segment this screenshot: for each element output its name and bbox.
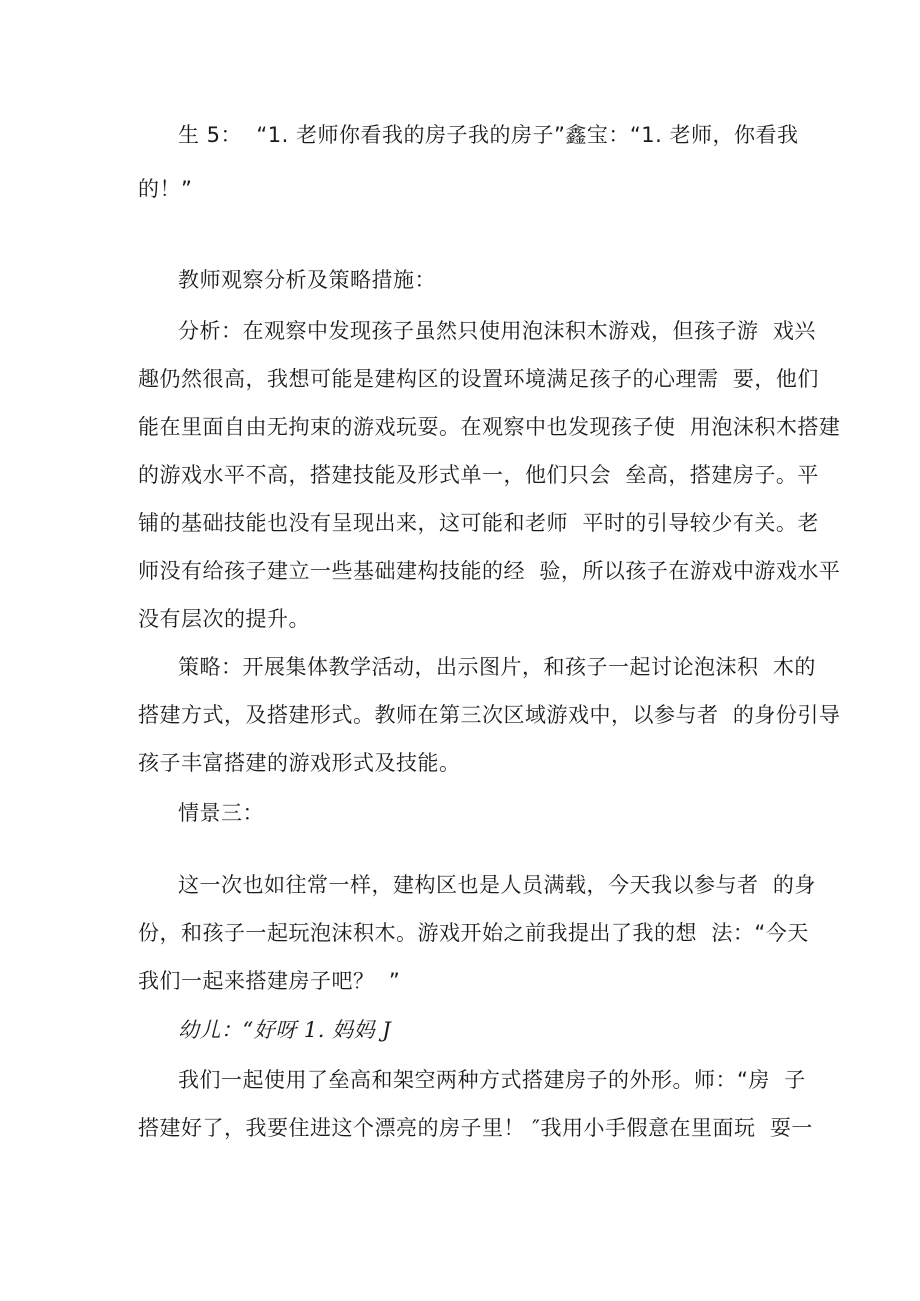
- dialogue-line: 幼儿：“好呀 1. 妈妈 J: [178, 1018, 392, 1042]
- paragraph-line: 搭建好了，我要住进这个漂亮的房子里！ ″我用小手假意在里面玩 耍一: [138, 1116, 813, 1140]
- paragraph-line: 份，和孩子一起玩泡沫积木。游戏开始之前我提出了我的想 法：“今天: [138, 921, 809, 945]
- paragraph-line: 能在里面自由无拘束的游戏玩耍。在观察中也发现孩子使 用泡沫积木搭建: [138, 415, 841, 439]
- paragraph-line: 生 5： “1. 老师你看我的房子我的房子”鑫宝：“1. 老师，你看我: [178, 123, 799, 147]
- paragraph-line: 搭建方式，及搭建形式。教师在第三次区域游戏中，以参与者 的身份引导: [138, 703, 841, 727]
- paragraph-line: 的游戏水平不高，搭建技能及形式单一，他们只会 垒高，搭建房子。平: [138, 463, 819, 487]
- paragraph-line: 这一次也如往常一样，建构区也是人员满载，今天我以参与者 的身: [178, 873, 816, 897]
- paragraph-line: 趣仍然很高，我想可能是建构区的设置环境满足孩子的心理需 要，他们: [138, 367, 819, 391]
- section-heading: 情景三：: [178, 801, 264, 825]
- paragraph-line: 师没有给孩子建立一些基础建构技能的经 验，所以孩子在游戏中游戏水平: [138, 559, 841, 583]
- paragraph-line: 我们一起来搭建房子吧？ ”: [138, 969, 401, 993]
- paragraph-line: 孩子丰富搭建的游戏形式及技能。: [138, 751, 461, 775]
- paragraph-line: 分析：在观察中发现孩子虽然只使用泡沫积木游戏，但孩子游 戏兴: [178, 319, 816, 343]
- paragraph-line: 策略：开展集体教学活动，出示图片，和孩子一起讨论泡沫积 木的: [178, 655, 816, 679]
- section-heading: 教师观察分析及策略措施：: [178, 268, 436, 292]
- paragraph-line: 的！”: [138, 177, 193, 201]
- paragraph-line: 没有层次的提升。: [138, 607, 310, 631]
- paragraph-line: 铺的基础技能也没有呈现出来，这可能和老师 平时的引导较少有关。老: [138, 511, 819, 535]
- paragraph-line: 我们一起使用了垒高和架空两种方式搭建房子的外形。师：“房 子: [178, 1068, 806, 1092]
